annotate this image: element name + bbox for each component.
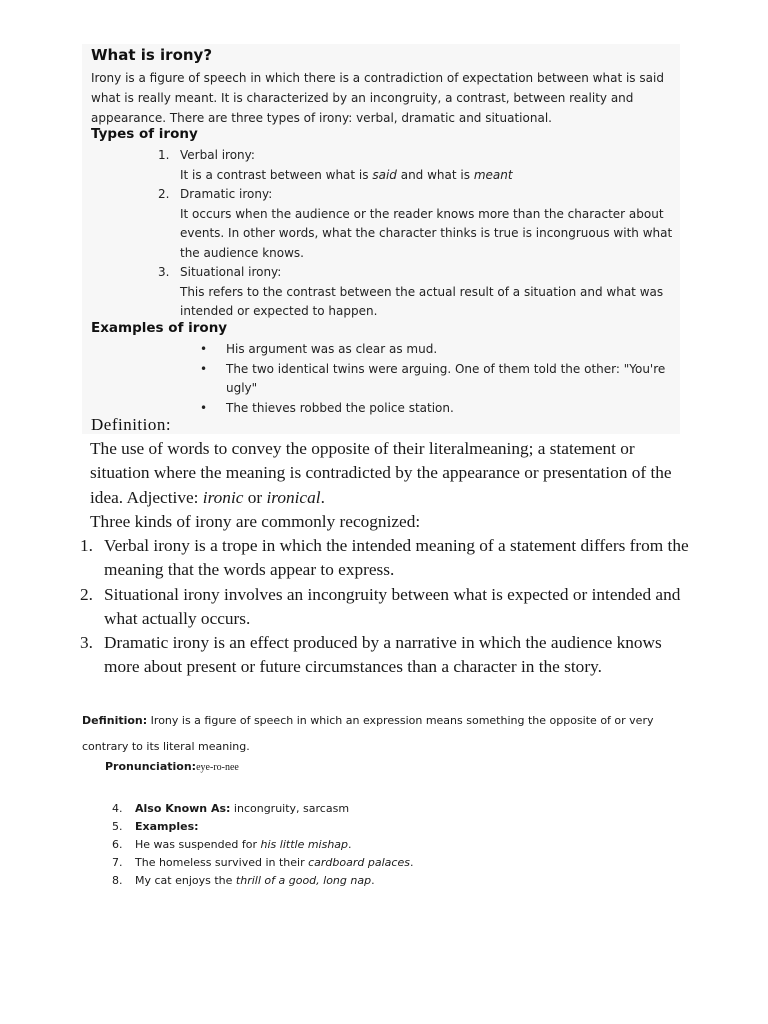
desc-emphasis: said	[372, 167, 397, 182]
list-item	[196, 360, 676, 399]
item-emphasis: cardboard palaces	[308, 856, 410, 869]
item-text: My cat enjoys the	[135, 874, 236, 887]
irony-intro-paragraph: Irony is a figure of speech in which there is a contradiction of expectation between what is said what is really meant. It is characterized by an incongruity, a contrast, between reality and appearance. There are three types of irony: verbal, dramatic and situational.	[91, 71, 664, 125]
type-number: 1.	[158, 148, 170, 162]
kinds-list	[80, 534, 690, 680]
definition-emphasis: ironical	[266, 487, 321, 507]
list-item	[105, 854, 665, 872]
list-number: 5.	[112, 820, 123, 833]
list-item	[80, 534, 690, 583]
example-text: The thieves robbed the police station.	[226, 400, 454, 415]
item-text: .	[409, 856, 414, 869]
list-text: Verbal irony is a trope in which the intended meaning of a statement differs from the meaning that the words appear to express.	[104, 536, 689, 580]
type-description: It occurs when the audience or the reader knows more than the character about events. In other words, what the character thinks is true is incongruous with what the audience knows.	[180, 206, 673, 260]
list-item	[196, 340, 676, 360]
type-item-situational	[150, 263, 675, 322]
type-name: Situational irony:	[180, 265, 282, 279]
list-item	[105, 818, 665, 836]
type-number: 3.	[158, 265, 170, 279]
list-number: 4.	[112, 802, 123, 815]
desc-text: and what is	[396, 167, 474, 182]
type-item-dramatic	[150, 185, 675, 263]
type-item-verbal	[150, 146, 675, 185]
definition-text: or	[243, 487, 267, 507]
details-list	[105, 800, 665, 890]
list-item	[196, 399, 676, 419]
definition-emphasis: ironic	[202, 487, 244, 507]
list-number: 1.	[80, 536, 93, 555]
definition-text: .	[320, 487, 325, 507]
item-label: Also Known As:	[135, 802, 231, 815]
what-is-irony-heading: What is irony?	[91, 46, 213, 64]
secondary-definition	[82, 708, 702, 760]
list-item	[80, 631, 690, 680]
type-description	[180, 166, 675, 186]
list-number: 7.	[112, 856, 123, 869]
bullet: •	[200, 400, 208, 415]
definition-text: Irony is a figure of speech in which an expression means something the opposite of or very contrary to its literal meaning.	[82, 714, 654, 753]
pronunciation-value: eye-ro-nee	[196, 762, 239, 773]
bullet: •	[200, 361, 208, 376]
pronunciation	[105, 760, 239, 773]
definition-paragraph	[90, 437, 690, 534]
desc-text: It is a contrast between what is	[180, 167, 373, 182]
types-of-irony-heading: Types of irony	[91, 126, 198, 142]
list-item	[105, 800, 665, 818]
list-number: 6.	[112, 838, 123, 851]
type-name: Dramatic irony:	[180, 187, 273, 201]
type-description: This refers to the contrast between the actual result of a situation and what was intended or expected to happen.	[180, 284, 664, 318]
item-emphasis: his little mishap	[260, 838, 349, 851]
definition-heading: Definition:	[91, 415, 172, 434]
example-text: His argument was as clear as mud.	[226, 342, 438, 356]
item-text: .	[348, 838, 352, 851]
definition-label: Definition:	[82, 714, 148, 727]
list-number: 3.	[80, 633, 93, 653]
item-label: Examples:	[135, 820, 199, 833]
bullet: •	[200, 342, 208, 356]
examples-list	[196, 340, 676, 418]
list-item	[105, 872, 665, 890]
item-text: The homeless survived in their	[135, 856, 309, 869]
list-number: 2.	[80, 584, 93, 604]
desc-emphasis: meant	[473, 167, 513, 182]
pronunciation-label: Pronunciation:	[105, 760, 197, 773]
types-list	[150, 146, 675, 322]
item-text: He was suspended for	[135, 838, 261, 851]
list-number: 8.	[112, 874, 123, 887]
example-text: The two identical twins were arguing. One of them told the other: "You're ugly"	[226, 361, 666, 395]
type-name: Verbal irony:	[180, 148, 255, 162]
list-text: Situational irony involves an incongruity between what is expected or intended and what actually occurs.	[104, 584, 681, 628]
list-item	[105, 836, 665, 854]
kinds-intro: Three kinds of irony are commonly recognized:	[90, 511, 421, 531]
item-text: incongruity, sarcasm	[230, 802, 350, 815]
definition-text: The use of words to convey the opposite of their literalmeaning; a statement or situation where the meaning is contradicted by the appearance or presentation of the idea. Adjective:	[90, 439, 672, 507]
examples-of-irony-heading: Examples of irony	[91, 320, 228, 336]
item-emphasis: thrill of a good, long nap	[235, 874, 372, 887]
list-text: Dramatic irony is an effect produced by a narrative in which the audience knows more about present or future circumstances than a character in the story.	[104, 633, 662, 677]
item-text: .	[371, 874, 375, 887]
list-item	[80, 583, 690, 632]
type-number: 2.	[158, 187, 170, 201]
